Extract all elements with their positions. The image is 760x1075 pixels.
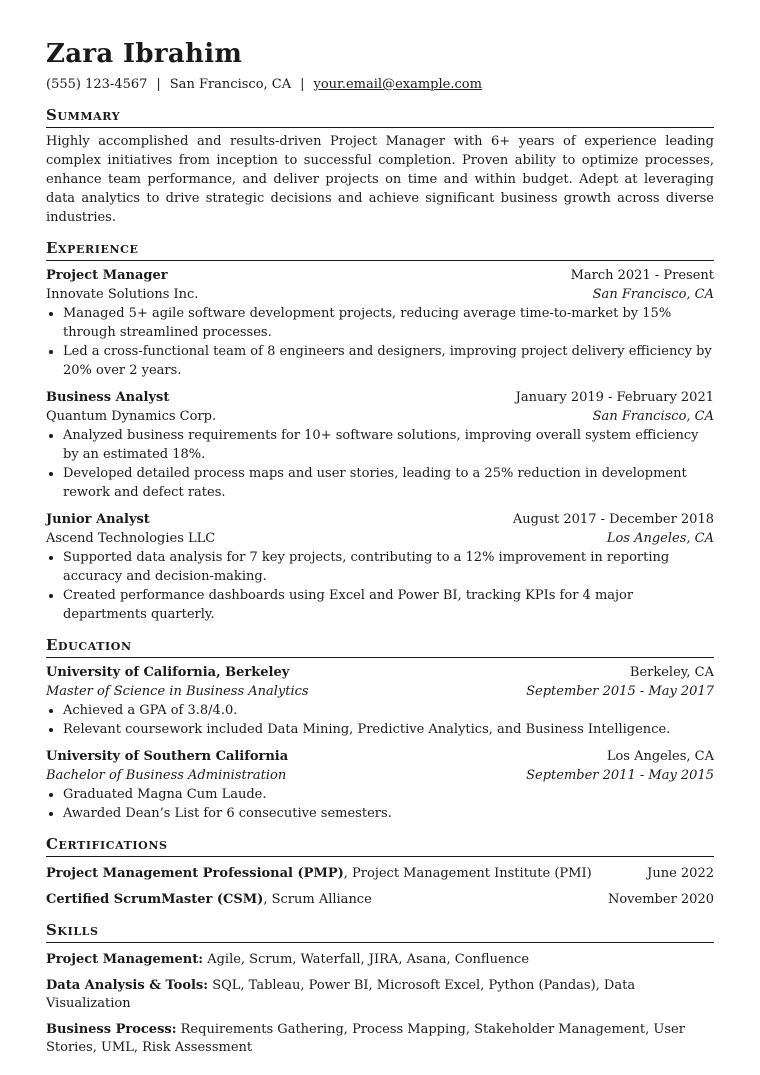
bullet-item: • Awarded Dean’s List for 6 consecutive semesters.	[63, 804, 714, 823]
candidate-name: Zara Ibrahim	[46, 39, 243, 69]
bullet-item: • Managed 5+ agile software development projects, reducing average time-to-market by 15% through streamlined processes.	[63, 304, 714, 342]
phone-number: (555) 123-4567	[46, 77, 148, 92]
skill-line	[46, 1021, 714, 1057]
email-link[interactable]: your.email@example.com	[313, 77, 482, 92]
job-location: Los Angeles, CA	[606, 531, 714, 546]
job-entry	[46, 388, 714, 502]
job-dates: August 2017 - December 2018	[512, 512, 714, 527]
degree: Bachelor of Business Administration	[46, 768, 287, 783]
education-dates: September 2015 - May 2017	[526, 684, 714, 699]
bullet-item: • Graduated Magna Cum Laude.	[63, 785, 714, 804]
degree: Master of Science in Business Analytics	[46, 684, 309, 699]
job-role: Junior Analyst	[46, 512, 150, 527]
education-entry	[46, 747, 714, 823]
certification-name: Certified ScrumMaster (CSM)	[46, 892, 264, 907]
school-location: Berkeley, CA	[629, 665, 714, 680]
job-bullets	[46, 548, 714, 624]
skill-value: Requirements Gathering, Process Mapping, Stakeholder Management, User Stories, UML, Risk Assessment	[46, 1022, 685, 1055]
job-role: Project Manager	[46, 268, 168, 283]
skill-line	[46, 977, 714, 1013]
school-name: University of California, Berkeley	[46, 665, 290, 680]
bullet-item: • Created performance dashboards using Excel and Power BI, tracking KPIs for 4 major departments quarterly.	[63, 586, 714, 624]
bullet-item: • Led a cross-functional team of 8 engineers and designers, improving project delivery efficiency by 20% over 2 years.	[63, 342, 714, 380]
education-dates: September 2011 - May 2015	[526, 768, 714, 783]
job-dates: January 2019 - February 2021	[515, 390, 714, 405]
education-heading: Education	[46, 636, 714, 658]
skill-line	[46, 951, 714, 969]
bullet-item: • Developed detailed process maps and user stories, leading to a 25% reduction in development rework and defect rates.	[63, 464, 714, 502]
job-role: Business Analyst	[46, 390, 170, 405]
location: San Francisco, CA	[169, 77, 292, 92]
resume-page	[46, 38, 714, 1057]
contact-separator: |	[300, 77, 305, 92]
summary-heading: Summary	[46, 106, 714, 128]
bullet-item: • Supported data analysis for 7 key projects, contributing to a 12% improvement in reporting accuracy and decision-making.	[63, 548, 714, 586]
skill-label: Project Management:	[46, 952, 204, 967]
skill-value: SQL, Tableau, Power BI, Microsoft Excel, Python (Pandas), Data Visualization	[46, 978, 636, 1011]
certification-item	[46, 864, 714, 883]
certification-name: Project Management Professional (PMP)	[46, 866, 344, 881]
skill-label: Data Analysis & Tools:	[46, 978, 209, 993]
job-dates: March 2021 - Present	[570, 268, 714, 283]
contact-separator: |	[156, 77, 161, 92]
education-entry	[46, 663, 714, 739]
school-location: Los Angeles, CA	[606, 749, 714, 764]
certification-date: June 2022	[647, 866, 714, 881]
education-bullets	[46, 701, 714, 739]
job-entry	[46, 510, 714, 624]
bullet-item: • Relevant coursework included Data Mining, Predictive Analytics, and Business Intelligence.	[63, 720, 714, 739]
job-location: San Francisco, CA	[592, 287, 714, 302]
certifications-heading: Certifications	[46, 835, 714, 857]
skill-label: Business Process:	[46, 1022, 177, 1037]
summary-text: Highly accomplished and results-driven Project Manager with 6+ years of experience leading complex initiatives from inception to successful completion. Proven ability to optimize processes, enhance team performance, and deliver projects on time and within budget. Adept at leveraging data analytics to drive strategic decisions and achieve significant business growth across diverse industries.	[46, 134, 714, 225]
contact-line	[46, 76, 714, 94]
certification-date: November 2020	[607, 892, 714, 907]
job-location: San Francisco, CA	[592, 409, 714, 424]
school-name: University of Southern California	[46, 749, 289, 764]
skill-value: Agile, Scrum, Waterfall, JIRA, Asana, Confluence	[203, 952, 530, 967]
skills-heading: Skills	[46, 921, 714, 943]
bullet-item: • Analyzed business requirements for 10+ software solutions, improving overall system efficiency by an estimated 18%.	[63, 426, 714, 464]
job-company: Quantum Dynamics Corp.	[46, 409, 217, 424]
job-bullets	[46, 304, 714, 380]
job-bullets	[46, 426, 714, 502]
bullet-item: • Achieved a GPA of 3.8/4.0.	[63, 701, 714, 720]
certification-issuer: , Scrum Alliance	[263, 892, 372, 907]
certification-item	[46, 890, 714, 909]
education-bullets	[46, 785, 714, 823]
certification-issuer: , Project Management Institute (PMI)	[343, 866, 592, 881]
job-company: Innovate Solutions Inc.	[46, 287, 199, 302]
job-entry	[46, 266, 714, 380]
experience-heading: Experience	[46, 239, 714, 261]
job-company: Ascend Technologies LLC	[46, 531, 216, 546]
